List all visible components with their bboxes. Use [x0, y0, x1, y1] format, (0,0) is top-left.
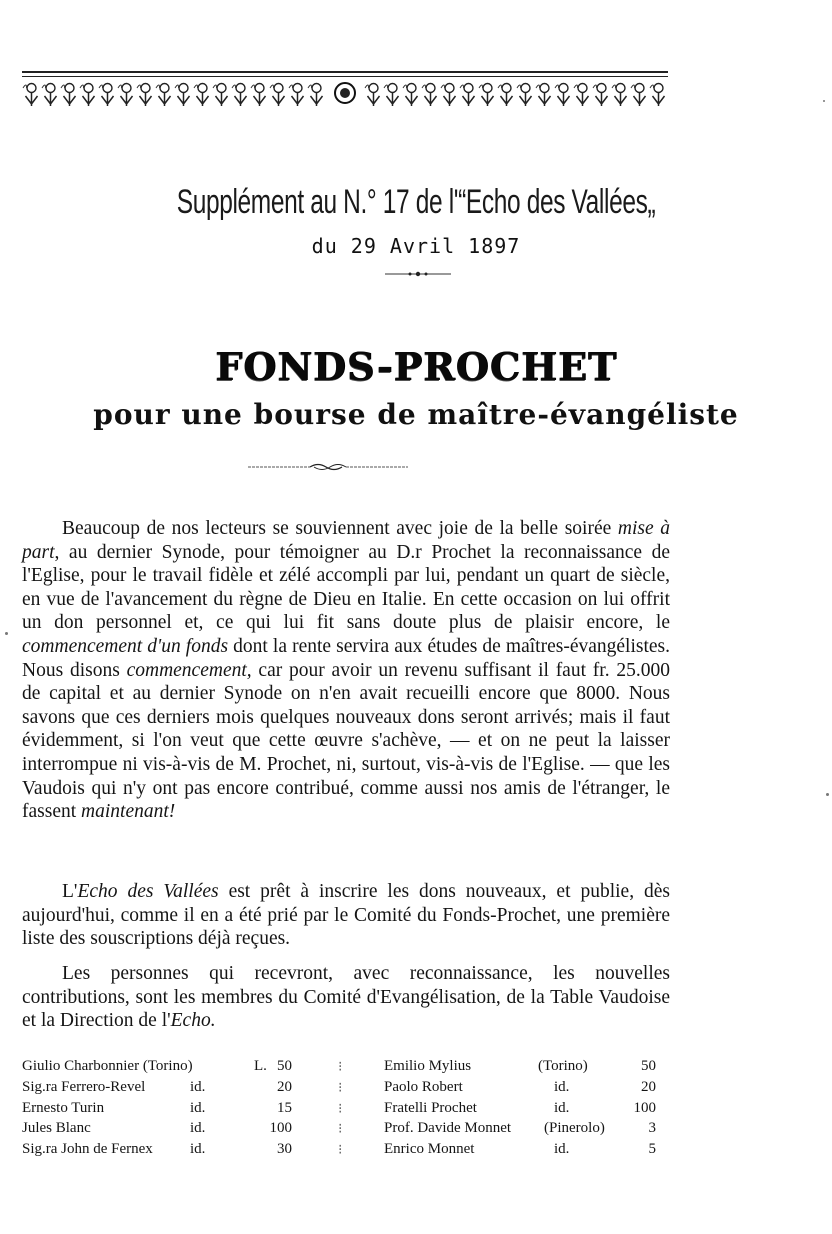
- italic-phrase: maintenant!: [81, 801, 176, 823]
- article-paragraph-1: [22, 517, 670, 824]
- donor-name: Sig.ra Ferrero-Revel: [22, 1078, 146, 1095]
- text-run: Beaucoup de nos lecteurs se souviennent avec joie de la belle soirée: [62, 518, 618, 539]
- column-divider: ⁝ ⁝ ⁝ ⁝ ⁝: [338, 1060, 343, 1159]
- italic-phrase: commencement d'un fonds: [22, 635, 229, 657]
- fleur-ornament-icon: [61, 84, 76, 107]
- donor-row: [384, 1079, 656, 1100]
- donor-name: Enrico Monnet: [384, 1141, 475, 1158]
- donor-name: Jules Blanc: [22, 1120, 91, 1137]
- fleur-ornament-icon: [403, 84, 418, 107]
- text-run: Les personnes qui recevront, avec reconnaissance, les nouvelles contributions, sont les membres du Comité d'Evangélisation, de la Table Vaudoise et la Direction de l': [22, 963, 670, 1032]
- donor-row: [384, 1058, 656, 1079]
- fleur-ornament-icon: [555, 84, 570, 107]
- top-rule: [22, 71, 668, 73]
- donor-amount: 100: [633, 1099, 656, 1116]
- article-paragraph-3: [22, 962, 670, 1033]
- fleur-ornament-icon: [574, 84, 589, 107]
- fleur-ornament-icon: [384, 84, 399, 107]
- italic-phrase: mise à part: [22, 518, 671, 563]
- donor-amount: 20: [641, 1078, 656, 1095]
- donor-amount: 5: [648, 1141, 656, 1158]
- donor-place: (Torino): [538, 1058, 588, 1074]
- donor-row: [384, 1141, 656, 1162]
- donor-place: id.: [554, 1078, 570, 1095]
- fleur-ornament-icon: [22, 80, 668, 108]
- donor-amount: 30: [277, 1141, 292, 1158]
- donor-list-right: [384, 1058, 656, 1162]
- fleur-ornament-icon: [460, 84, 475, 107]
- fleur-ornament-icon: [422, 84, 437, 107]
- donor-currency: L.: [254, 1058, 267, 1074]
- italic-phrase: commencement,: [126, 659, 252, 681]
- fleur-ornament-icon: [23, 84, 38, 107]
- paper-speck: [5, 632, 8, 635]
- fleur-ornament-icon: [137, 84, 152, 107]
- italic-phrase: Echo.: [170, 1010, 216, 1032]
- fleur-ornament-icon: [479, 84, 494, 107]
- fleur-ornament-icon: [631, 84, 646, 107]
- italic-phrase: Echo des Vallées: [77, 881, 219, 902]
- fleur-ornament-icon: [289, 84, 304, 107]
- fleur-ornament-icon: [156, 84, 171, 107]
- donor-row: [22, 1141, 298, 1162]
- donor-name: Sig.ra John de Fernex: [22, 1141, 153, 1158]
- article-heading: FONDS-PROCHET: [214, 344, 618, 389]
- donor-amount: 100: [269, 1120, 292, 1137]
- donor-place: id.: [190, 1141, 206, 1158]
- donor-place: id.: [190, 1120, 206, 1137]
- donor-list-left: [22, 1058, 298, 1162]
- donor-amount: 20: [277, 1078, 292, 1095]
- donor-amount: 50: [641, 1058, 656, 1074]
- donor-row: [384, 1100, 656, 1121]
- donor-name: Prof. Davide Monnet: [384, 1120, 512, 1137]
- donor-row: [22, 1079, 298, 1100]
- donor-row: [22, 1120, 298, 1141]
- paper-speck: [823, 100, 825, 102]
- fleur-ornament-icon: [650, 84, 665, 107]
- fleur-ornament-icon: [517, 84, 532, 107]
- issue-date: du 29 Avril 1897: [311, 234, 521, 258]
- article-subheading: pour une bourse de maître-évangéliste: [93, 398, 739, 431]
- text-run: , au dernier Synode, pour témoigner au D.r Prochet la reconnaissance de l'Eglise, pour le travail fidèle et zélé accompli par lui, pendant un quart de siècle, en vue de l'avancement du règne de Dieu en Italie. En cette occasion on lui offrit un don personnel et, ce qui lui fit sans doute plus de plaisir encore, le: [22, 541, 670, 634]
- donor-row: [22, 1058, 298, 1079]
- donor-amount: 15: [277, 1099, 292, 1116]
- donor-row: [22, 1100, 298, 1121]
- fleur-ornament-icon: [194, 84, 209, 107]
- donor-name: Emilio Mylius: [384, 1058, 472, 1074]
- text-run: est prêt à inscrire les dons nouveaux, et publie, dès aujourd'hui, comme il en a été prié par le Comité du Fonds-Prochet, une première liste des souscriptions déjà reçues.: [22, 881, 670, 950]
- fleur-ornament-icon: [498, 84, 513, 107]
- fleur-ornament-icon: [612, 84, 627, 107]
- text-run: dont la rente servira aux études de maîtres-évangélistes. Nous disons: [22, 635, 670, 681]
- donor-name: Fratelli Prochet: [384, 1099, 477, 1116]
- ornament-band: [22, 80, 668, 108]
- top-rule-thin: [22, 76, 668, 77]
- supplement-title: Supplément au N.° 17 de l'“Echo des Vallées„: [176, 183, 656, 221]
- fleur-ornament-icon: [270, 84, 285, 107]
- fleur-ornament-icon: [80, 84, 95, 107]
- donor-name: Paolo Robert: [384, 1078, 463, 1095]
- fleur-ornament-icon: [99, 84, 114, 107]
- rosette-ornament-icon: [335, 83, 355, 103]
- fleur-ornament-icon: [42, 84, 57, 107]
- fleur-ornament-icon: [593, 84, 608, 107]
- donor-place: id.: [554, 1099, 570, 1116]
- donor-place: id.: [554, 1141, 570, 1158]
- fleur-ornament-icon: [175, 84, 190, 107]
- fleur-ornament-icon: [441, 84, 456, 107]
- fleur-ornament-icon: [536, 84, 551, 107]
- fleur-ornament-icon: [308, 84, 323, 107]
- fleur-ornament-icon: [213, 84, 228, 107]
- flourish-divider-icon: [248, 462, 408, 472]
- small-divider-icon: [385, 270, 451, 278]
- fleur-ornament-icon: [118, 84, 133, 107]
- donor-place: id.: [190, 1078, 206, 1095]
- donor-amount: 3: [648, 1120, 656, 1137]
- text-run: L': [62, 881, 78, 902]
- paper-speck: [826, 793, 829, 796]
- donor-name: Ernesto Turin: [22, 1099, 105, 1116]
- fleur-ornament-icon: [365, 84, 380, 107]
- donor-row: [384, 1120, 656, 1141]
- donor-place: id.: [190, 1099, 206, 1116]
- fleur-ornament-icon: [251, 84, 266, 107]
- article-paragraph-2: [22, 880, 670, 951]
- donor-name: Giulio Charbonnier (Torino): [22, 1058, 193, 1074]
- donor-amount: 50: [277, 1058, 292, 1074]
- text-run: car pour avoir un revenu suffisant il faut fr. 25.000 de capital et au dernier Synode on n'en avait recueilli encore que 8000. Nous savons que ces derniers mois quelques nouveaux dons seront arrivés; mais il faut évidemment, si l'on veut que cette œuvre s'achève, — et on ne peut la laisser interrompue ni vis-à-vis de M. Prochet, ni, surtout, vis-à-vis de l'Eglise. — que les Vaudois qui n'y ont pas encore contribué, comme aussi nos amis de l'étranger, le fassent: [22, 659, 670, 823]
- fleur-ornament-icon: [232, 84, 247, 107]
- donor-place: (Pinerolo): [544, 1120, 605, 1137]
